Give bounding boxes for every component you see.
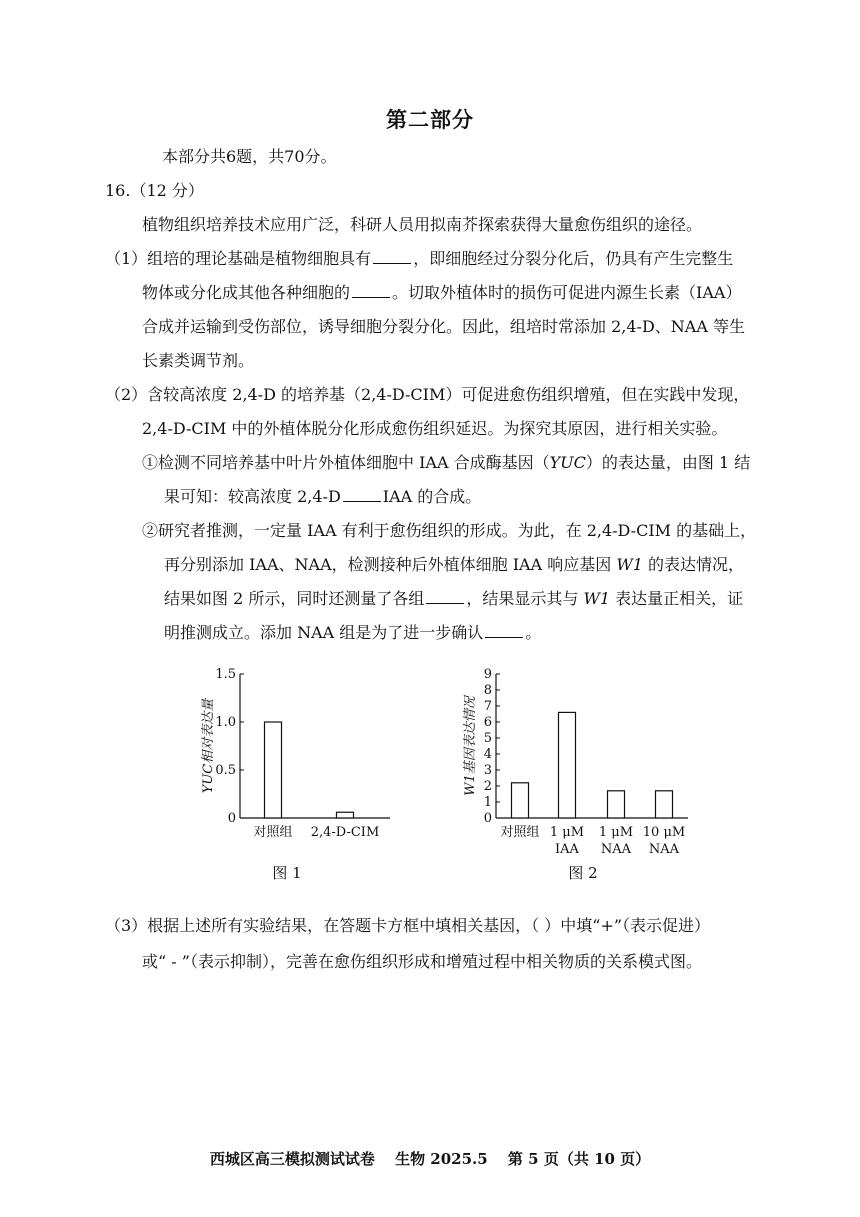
part2-text: ①检测不同培养基中叶片外植体细胞中 IAA 合成酶基因（ <box>142 453 550 472</box>
y-tick-label: 3 <box>483 763 492 778</box>
part2-sub2-line2 <box>164 555 744 575</box>
y-tick-label: 1.5 <box>215 667 236 682</box>
bar <box>608 791 625 818</box>
part2-text: 再分别添加 IAA、NAA，检测接种后外植体细胞 IAA 响应基因 <box>164 555 617 574</box>
category-label: 10 μM <box>642 825 686 840</box>
y-tick-label: 0 <box>227 811 236 826</box>
category-label: NAA <box>648 842 680 857</box>
y-tick-label: 1 <box>483 795 492 810</box>
part1-line2 <box>142 283 741 303</box>
y-tick-label: 7 <box>483 699 492 714</box>
part1-text: 物体或分化成其他各种细胞的 <box>142 283 351 302</box>
figure-caption: 图 2 <box>568 864 598 882</box>
part2-text: 果可知：较高浓度 2,4-D <box>164 487 341 506</box>
figure-2-chart <box>463 667 688 882</box>
part2-sub2-line4 <box>164 623 541 643</box>
part1-text: ，即细胞经过分裂分化后，仍具有产生完整生 <box>413 249 734 268</box>
gene-name: W1 <box>583 589 611 608</box>
page-footer: 西城区高三模拟测试试卷 生物 2025.5 第 5 页（共 10 页） <box>209 1150 651 1168</box>
y-tick-label: 2 <box>483 779 492 794</box>
y-tick-label: 4 <box>483 747 492 762</box>
bar <box>656 791 673 818</box>
y-axis-label: YUC相对表达量 <box>201 698 216 794</box>
part3-line2: 或“ - ”（表示抑制），完善在愈伤组织形成和增殖过程中相关物质的关系模式图。 <box>142 952 702 971</box>
part1-line4: 长素类调节剂。 <box>142 351 255 370</box>
y-tick-label: 8 <box>483 683 492 698</box>
part2-text: 明推测成立。添加 NAA 组是为了进一步确认 <box>164 623 484 642</box>
y-tick-label: 0 <box>483 811 492 826</box>
part2-text: ）的表达量，由图 1 结 <box>585 453 751 472</box>
answer-blank <box>343 487 381 502</box>
answer-blank <box>426 589 464 604</box>
figures <box>0 650 860 895</box>
part2-text: 表达量正相关，证 <box>610 589 744 608</box>
category-label: 对照组 <box>253 825 293 840</box>
section-note: 本部分共6题，共70分。 <box>162 147 337 166</box>
part2-text: 的表达情况， <box>642 555 745 574</box>
question-intro: 植物组织培养技术应用广泛，科研人员用拟南芥探索获得大量愈伤组织的途径。 <box>142 215 703 234</box>
category-label: IAA <box>555 842 579 857</box>
section-title: 第二部分 <box>386 107 474 132</box>
figure-1-chart <box>201 667 390 882</box>
category-label: 1 μM <box>549 825 585 840</box>
part3-line1: （3）根据上述所有实验结果，在答题卡方框中填相关基因，（ ）中填“+”（表示促进） <box>105 916 711 935</box>
part1-line3: 合成并运输到受伤部位，诱导细胞分裂分化。因此，组培时常添加 2,4-D、NAA 等生 <box>142 317 745 336</box>
part2-sub2-line3 <box>164 589 743 609</box>
part2-sub1-line2 <box>164 487 481 507</box>
answer-blank <box>485 623 523 638</box>
bar <box>559 712 576 818</box>
part2-line1: （2）含较高浓度 2,4-D 的培养基（2,4-D-CIM）可促进愈伤组织增殖，但在实践中发现， <box>105 385 750 404</box>
part1-text: （1）组培的理论基础是植物细胞具有 <box>105 249 372 268</box>
category-label: 2,4-D-CIM <box>310 825 380 840</box>
part2-sub1-line1 <box>142 453 750 473</box>
y-tick-label: 5 <box>483 731 492 746</box>
bar <box>265 722 282 818</box>
gene-name: W1 <box>616 555 643 574</box>
y-tick-label: 0.5 <box>215 763 236 778</box>
part2-line2: 2,4-D-CIM 中的外植体脱分化形成愈伤组织延迟。为探究其原因，进行相关实验。 <box>142 419 728 438</box>
part2-text: ，结果显示其与 <box>466 589 584 608</box>
category-label: NAA <box>600 842 632 857</box>
gene-name: YUC <box>549 453 586 472</box>
part2-sub2-line1: ②研究者推测，一定量 IAA 有利于愈伤组织的形成。为此，在 2,4-D-CIM 的基础上， <box>142 521 757 540</box>
y-tick-label: 6 <box>483 715 492 730</box>
category-label: 1 μM <box>598 825 634 840</box>
part1-text: 。切取外植体时的损伤可促进内源生长素（IAA） <box>392 283 742 302</box>
question-number: 16.（12 分） <box>105 181 204 200</box>
answer-blank <box>373 249 411 264</box>
part1-line1 <box>105 249 733 269</box>
answer-blank <box>352 283 390 298</box>
category-label: 对照组 <box>500 825 540 840</box>
part2-text: 。 <box>525 623 542 642</box>
bar <box>337 812 354 818</box>
part2-text: IAA 的合成。 <box>382 487 482 506</box>
y-tick-label: 9 <box>483 667 492 682</box>
bar <box>512 783 529 818</box>
y-axis-label: W1基因表达情况 <box>463 696 478 796</box>
figure-caption: 图 1 <box>272 864 302 882</box>
y-tick-label: 1.0 <box>215 715 236 730</box>
part2-text: 结果如图 2 所示，同时还测量了各组 <box>164 589 425 608</box>
